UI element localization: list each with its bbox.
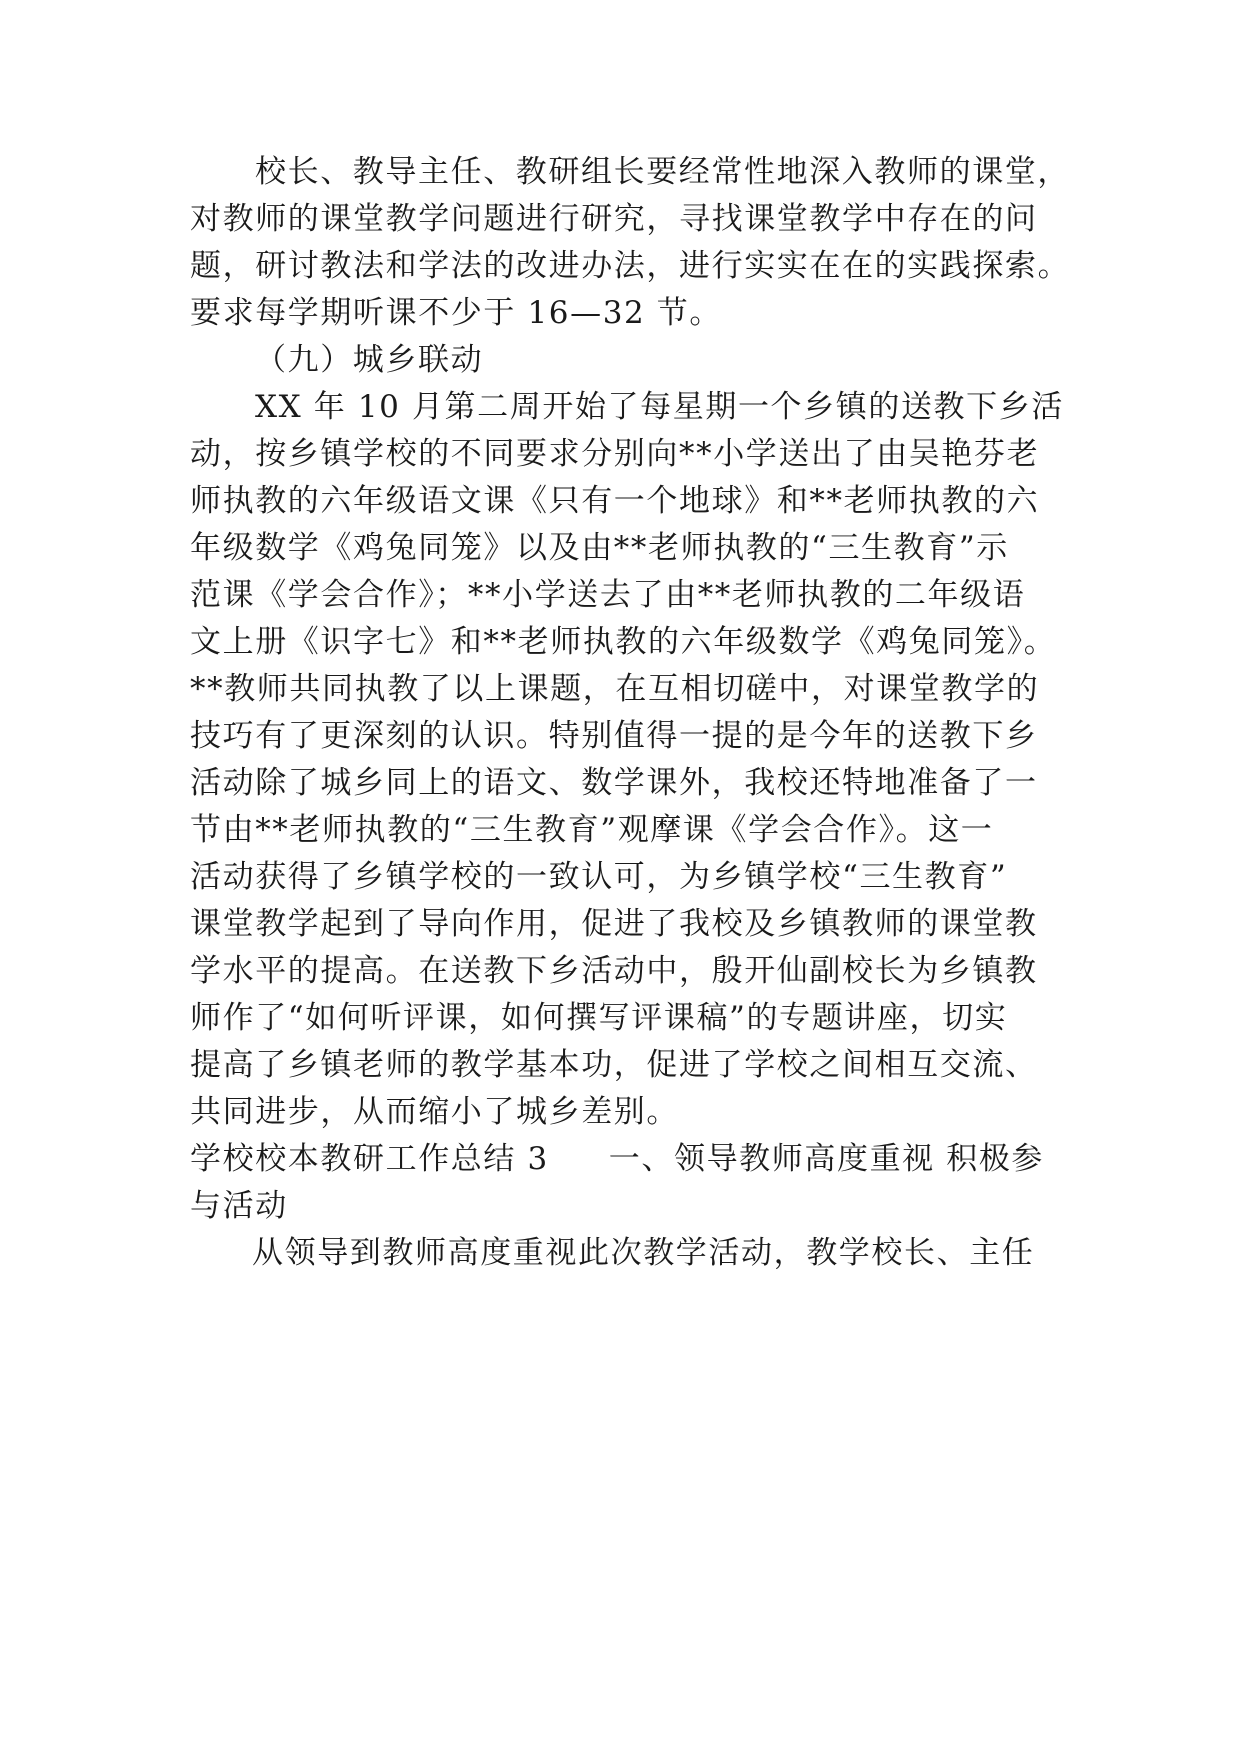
paragraph-line: 对教师的课堂教学问题进行研究，寻找课堂教学中存在的问 <box>190 201 1038 237</box>
paragraph-line: 题，研讨教法和学法的改进办法，进行实实在在的实践探索。 <box>190 248 1071 284</box>
paragraph-line: 活动获得了乡镇学校的一致认可，为乡镇学校“三生教育” <box>190 859 1008 895</box>
paragraph-line: 节由**老师执教的“三生教育”观摩课《学会合作》。这一 <box>190 812 994 848</box>
document-heading-line <box>190 1137 1050 1181</box>
paragraph-line: 学水平的提高。在送教下乡活动中，殷开仙副校长为乡镇教 <box>190 953 1038 989</box>
paragraph-line: 动，按乡镇学校的不同要求分别向**小学送出了由吴艳芬老 <box>190 436 1040 472</box>
paragraph-line: 校长、教导主任、教研组长要经常性地深入教师的课堂， <box>255 154 1070 190</box>
paragraph-line: 师作了“如何听评课，如何撰写评课稿”的专题讲座，切实 <box>190 1000 1008 1036</box>
paragraph-line: 共同进步，从而缩小了城乡差别。 <box>190 1094 679 1130</box>
paragraph-line: 从领导到教师高度重视此次教学活动，教学校长、主任 <box>252 1235 1035 1271</box>
paragraph-line: 提高了乡镇老师的教学基本功，促进了学校之间相互交流、 <box>190 1047 1038 1083</box>
paragraph-line: XX 年 10 月第二周开始了每星期一个乡镇的送教下乡活 <box>255 389 1064 425</box>
section-title: 一、领导教师高度重视 积极参 <box>608 1141 1045 1177</box>
paragraph-line: 课堂教学起到了导向作用，促进了我校及乡镇教师的课堂教 <box>190 906 1038 942</box>
paragraph-line: 师执教的六年级语文课《只有一个地球》和**老师执教的六 <box>190 483 1040 519</box>
document-title: 学校校本教研工作总结 3 <box>190 1141 549 1177</box>
section-title-continued: 与活动 <box>190 1188 288 1224</box>
paragraph-line: 文上册《识字七》和**老师执教的六年级数学《鸡兔同笼》。 <box>190 624 1057 660</box>
paragraph-line: 要求每学期听课不少于 16—32 节。 <box>190 295 722 331</box>
paragraph-line: 年级数学《鸡兔同笼》以及由**老师执教的“三生教育”示 <box>190 530 1009 566</box>
paragraph-line: 范课《学会合作》；**小学送去了由**老师执教的二年级语 <box>190 577 1026 613</box>
paragraph-line: 技巧有了更深刻的认识。特别值得一提的是今年的送教下乡 <box>190 718 1038 754</box>
paragraph-line: **教师共同执教了以上课题，在互相切磋中，对课堂教学的 <box>190 671 1040 707</box>
paragraph-line: 活动除了城乡同上的语文、数学课外，我校还特地准备了一 <box>190 765 1038 801</box>
section-heading: （九）城乡联动 <box>255 342 484 378</box>
